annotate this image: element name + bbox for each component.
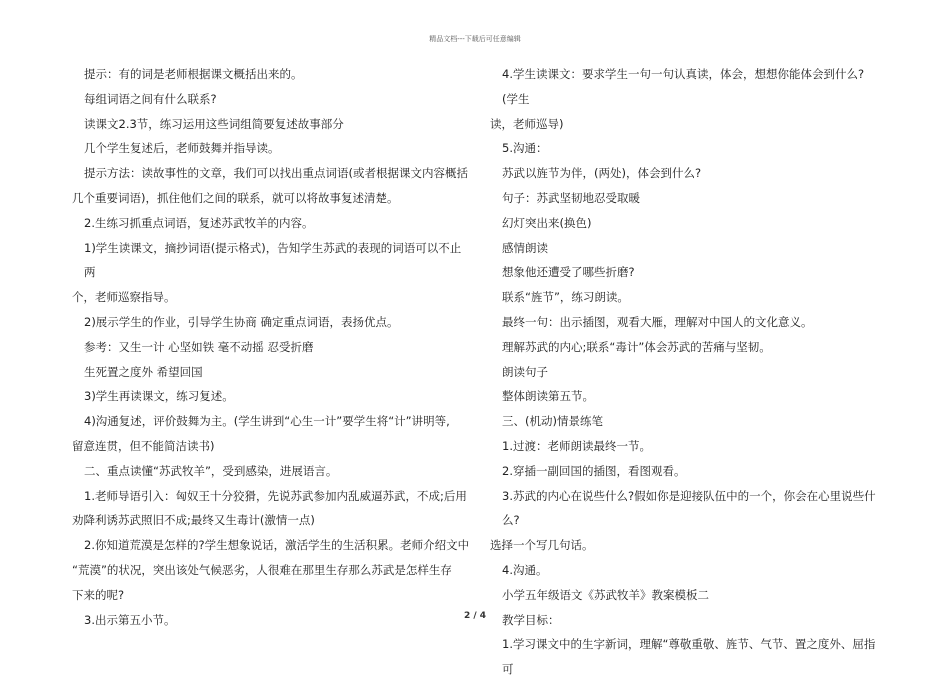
document-title: 小学五年级语文《苏武牧羊》教案模板二 (502, 587, 709, 602)
text-line: 幻灯突出来(换色) (502, 215, 592, 230)
text-line: 1.学习课文中的生字新词，理解“尊敬重敬、旌节、气节、置之度外、屈指可 (502, 637, 876, 677)
section-heading: 三、(机动)情景练笔 (502, 414, 603, 429)
text-line: 几个学生复述后，老师鼓舞并指导读。 (84, 141, 280, 156)
left-column (72, 62, 472, 632)
text-line: 朗读句子 (502, 364, 548, 379)
text-line: 个，老师巡察指导。 (72, 290, 176, 305)
text-line: 想象他还遭受了哪些折磨? (502, 265, 635, 280)
text-line: 生死置之度外 希望回国 (84, 364, 203, 379)
text-line: 3.苏武的内心在说些什么?假如你是迎接队伍中的一个，你会在心里说些什么? (502, 488, 876, 528)
text-line: 3)学生再读课文，练习复述。 (84, 389, 234, 404)
text-line: 提示：有的词是老师根据课文概括出来的。 (84, 67, 303, 81)
page-header: 精品文档---下载后可任意编辑 (429, 35, 521, 43)
text-line: 劝降利诱苏武照旧不成;最终又生毒计(激情一点) (72, 513, 315, 528)
text-line: 3.出示第五小节。 (84, 612, 176, 627)
text-line: 参考：又生一计 心坚如铁 毫不动摇 忍受折磨 (84, 339, 314, 354)
text-line: “荒漠”的状况，突出该处气候恶劣，人很难在那里生存那么苏武是怎样生存 (72, 562, 452, 577)
text-line: 下来的呢? (72, 587, 125, 602)
text-line: 每组词语之间有什么联系? (84, 91, 217, 106)
text-line: 2.你知道荒漠是怎样的?学生想象说话，激活学生的生活积累。老师介绍文中 (84, 538, 470, 553)
text-line: 2.穿插一副回国的插图，看图观看。 (502, 463, 686, 478)
text-line: 几个重要词语)，抓住他们之间的联系，就可以将故事复述清楚。 (72, 190, 399, 205)
text-line: 联系“旌节”，练习朗读。 (502, 290, 629, 305)
text-line: 理解苏武的内心;联系“毒计”体会苏武的苦痛与坚韧。 (502, 339, 771, 354)
text-line: 5.沟通： (502, 141, 548, 156)
text-line: 2)展示学生的作业，引导学生协商 确定重点词语，表扬优点。 (84, 314, 399, 329)
text-line: 苏武以旌节为伴，(两处)，体会到什么? (502, 166, 702, 181)
text-line: 读，老师巡导) (490, 116, 564, 131)
right-column (490, 62, 878, 682)
text-line: 提示方法：读故事性的文章，我们可以找出重点词语(或者根据课文内容概括 (84, 166, 468, 181)
text-line: 最终一句：出示插图，观看大雁，理解对中国人的文化意义。 (502, 314, 813, 329)
text-line: 选择一个写几句话。 (490, 538, 594, 553)
text-line: 感情朗读 (502, 240, 548, 255)
text-line: 1.老师导语引入：匈奴王十分狡猾，先说苏武参加内乱威逼苏武，不成;后用 (84, 488, 467, 503)
text-line: 读课文2.3节，练习运用这些词组简要复述故事部分 (84, 116, 344, 131)
text-line: 2.生练习抓重点词语，复述苏武牧羊的内容。 (84, 215, 314, 230)
text-line: 4)沟通复述，评价鼓舞为主。(学生讲到“心生一计”要学生将“计”讲明等, (84, 414, 450, 429)
section-heading: 二、重点读懂“苏武牧羊”，受到感染，进展语言。 (84, 463, 338, 478)
text-line: 1)学生读课文，摘抄词语(提示格式)，告知学生苏武的表现的词语可以不止两 (84, 240, 462, 280)
text-line: 1.过渡：老师朗读最终一节。 (502, 438, 651, 453)
text-line: 留意连贯，但不能简洁读书) (72, 438, 215, 453)
page-number: 2 / 4 (463, 611, 487, 621)
text-line: 整体朗读第五节。 (502, 389, 594, 404)
text-line: 4.学生读课文：要求学生一句一句认真读，体会，想想你能体会到什么?(学生 (502, 67, 865, 106)
text-line: 4.沟通。 (502, 562, 548, 577)
text-line: 教学目标： (502, 612, 560, 627)
text-line: 句子：苏武坚韧地忍受取暖 (502, 190, 640, 205)
